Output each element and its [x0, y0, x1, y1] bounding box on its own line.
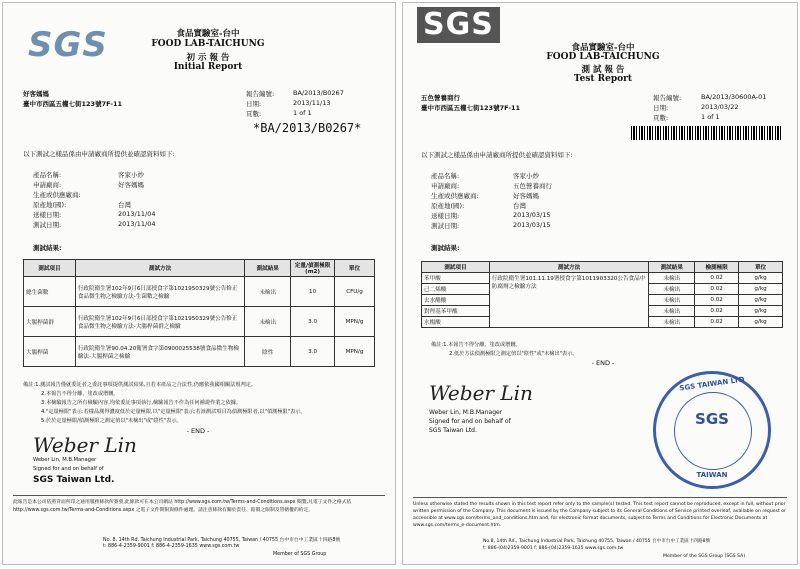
test-unit: g/kg: [739, 317, 783, 328]
table-header-row: [24, 260, 375, 277]
test-unit: g/kg: [739, 284, 783, 295]
note-line: 備註:1.本報告不得分離、塗改或增刪。: [431, 342, 521, 348]
test-limit: 0.02: [695, 295, 739, 306]
test-limit: 3.0: [291, 337, 335, 367]
report-date-label: 日期:: [246, 100, 262, 108]
report-type-zh: 初 示 報 告: [186, 53, 230, 63]
table-row: [24, 337, 375, 367]
report-date-label: 日期:: [653, 104, 669, 112]
test-method: 行政院衛生署102年9月6日部授食字第1021950329號公告修正食品微生物之檢驗方法-生菌數之檢驗: [75, 277, 244, 307]
test-report-page: [402, 2, 798, 565]
footer-member: Member of the SGS Group (SGS SA): [663, 554, 746, 559]
stamp-logo: SGS: [695, 410, 729, 428]
sample-value: 好客媽媽: [513, 192, 539, 200]
test-item: 去水醋酸: [422, 295, 490, 306]
lab-name-zh: 食品實驗室-台中: [571, 43, 635, 53]
company-name: SGS Taiwan Ltd.: [33, 475, 115, 485]
note-line: 3.本檢驗報告之所有檢驗內容,均依委託事項執行,檢驗報告不作為任何補證作業之依據。: [41, 400, 242, 406]
intro-text: 以下測試之樣品係由申請廠商所提供並確認資料如下:: [421, 151, 573, 159]
test-method: 行政院衛生署101.11.19署授食字第1011903320公告食品中防腐劑之檢驗方法: [489, 273, 649, 328]
page-count: 1 of 1: [293, 109, 312, 117]
stamp-text: SGS TAIWAN LTD: [678, 375, 746, 393]
test-result: 未檢出: [649, 273, 695, 284]
column-header: 檢測極限: [695, 262, 739, 273]
column-header: 單位: [739, 262, 783, 273]
test-unit: g/kg: [739, 306, 783, 317]
intro-text: 以下測試之樣品係由申請廠商所提供並確認資料如下:: [23, 150, 175, 158]
test-item: 對羥基苯甲酸: [422, 306, 490, 317]
footer-member: Member of SGS Group: [273, 552, 327, 557]
results-heading: 測試結果:: [431, 244, 460, 252]
sample-value: 2013/03/15: [513, 211, 551, 219]
report-number: BA/2013/B0267: [293, 89, 344, 97]
report-number-label: 報告編號:: [653, 94, 682, 102]
test-limit: 3.0: [291, 307, 335, 337]
sample-label: 生產或供應廠商:: [431, 192, 479, 200]
sample-label: 生產或供應廠商:: [33, 191, 81, 199]
test-limit: 0.02: [695, 273, 739, 284]
sample-label: 測試日期:: [33, 221, 62, 229]
test-limit: 0.02: [695, 306, 739, 317]
report-type-zh: 測 試 報 告: [581, 65, 625, 75]
end-mark: - END -: [591, 359, 615, 367]
signed-for: Signed for and on behalf of: [429, 418, 511, 425]
sample-label: 原產地(國):: [431, 202, 465, 210]
test-item: 大腸桿菌: [24, 337, 76, 367]
test-limit: 0.02: [695, 317, 739, 328]
column-header: 測試結果: [649, 262, 695, 273]
lab-name-zh: 食品實驗室-台中: [176, 29, 240, 39]
sample-label: 送樣日期:: [431, 212, 460, 220]
footer-contact: t: 886-4-2359-9001 f: 886-4-2359-1635 www.sgs.com.tw: [103, 544, 240, 549]
results-table: [421, 261, 783, 328]
sample-label: 產品名稱:: [33, 171, 62, 179]
column-header: 測試方法: [75, 260, 244, 277]
note-line: 2.本報告不得分離、塗改或增刪。: [41, 391, 119, 397]
note-line: 5.於於定量極限/偵測極限之測定值以"未檢出"或"陰性"表示。: [41, 418, 182, 424]
signer-name: Weber Lin, M.B.Manager: [429, 409, 503, 416]
test-result: 未檢出: [649, 284, 695, 295]
test-result: 未檢出: [245, 307, 291, 337]
test-item: 總生菌數: [24, 277, 76, 307]
sgs-logo: SGS: [28, 25, 108, 65]
page-count-label: 頁數:: [653, 114, 669, 122]
sample-value: 2013/03/15: [513, 221, 551, 229]
company-seal-stamp: [653, 371, 771, 489]
sample-value: 五色營養商行: [513, 182, 552, 190]
test-result: 陰性: [245, 337, 291, 367]
table-row: [422, 273, 783, 284]
sample-value: 2013/11/04: [118, 220, 156, 228]
note-line: 4."定量極限"表示:若樣品測得濃度低於定量極限,以"定量極限"表示;若該測試項目為偵測極限者,以"偵測極限"表示。: [41, 409, 306, 415]
column-header: 測試項目: [422, 262, 490, 273]
signed-for: Signed for and on behalf of: [33, 466, 104, 472]
test-method: 行政院衛生署90.04.20衛署食字第0900025538號食品微生物檢驗法-大腸桿菌之檢驗: [75, 337, 244, 367]
footer-terms: 此報告是本公司依照背面所印之通用服務條款所簽發,此條款可在本公司網站 http://www.sgs.com.tw/Terms-and-Conditions.aspx 閱覽,凡電子文件之格式依 http://www.sgs.com.tw/Terms-and-Conditions.aspx 之電子文件期限與條件處理。請注意條款有關於責任、賠償之限制及管轄權的約定。: [13, 500, 352, 513]
results-heading: 測試結果:: [33, 244, 62, 252]
report-number-label: 報告編號:: [246, 90, 275, 98]
page-count-label: 頁數:: [246, 110, 262, 118]
footer-address: No. 8, 14th Rd. Taichung Industrial Park, Taichung 40755, Taiwan / 40755 台中市台中工業區十四路8號: [103, 538, 341, 543]
test-result: 未檢出: [649, 306, 695, 317]
initial-report-page: [2, 2, 396, 565]
test-result: 未檢出: [245, 277, 291, 307]
column-header: 單位: [335, 260, 375, 277]
report-number: BA/2013/30600A-01: [701, 93, 767, 101]
lab-name-en: FOOD LAB-TAICHUNG: [151, 39, 265, 49]
column-header: 定量/偵測極限(m2): [291, 260, 335, 277]
page-count: 1 of 1: [701, 113, 720, 121]
table-row: [24, 307, 375, 337]
report-date: 2013/03/22: [701, 103, 739, 111]
test-item: 大腸桿菌群: [24, 307, 76, 337]
test-unit: g/kg: [739, 273, 783, 284]
test-method: 行政院衛生署102年9月6日部授食字第1021950329號公告修正食品微生物之檢驗方法-大腸桿菌群之檢驗: [75, 307, 244, 337]
test-unit: MPN/g: [335, 307, 375, 337]
report-date: 2013/11/13: [293, 99, 331, 107]
company-name: SGS Taiwan Ltd.: [429, 427, 477, 434]
sample-label: 送樣日期:: [33, 211, 62, 219]
test-item: 水楊酸: [422, 317, 490, 328]
end-mark: - END -: [186, 427, 210, 435]
client-address: 臺中市西區五權七街123號7F-11: [421, 104, 521, 112]
sgs-logo: SGS: [417, 7, 500, 43]
sample-label: 申請廠商:: [33, 181, 62, 189]
table-row: [24, 277, 375, 307]
footer-address: No.8, 14th Rd., Taichung Industrial Park, Taichung 40755, Taiwan / 40755 台中市台中工業區十四路8號: [483, 539, 711, 544]
lab-name-en: FOOD LAB-TAICHUNG: [546, 52, 660, 62]
client-name: 好客媽媽: [23, 90, 49, 98]
test-item: 己二烯酸: [422, 284, 490, 295]
test-unit: CFU/g: [335, 277, 375, 307]
stamp-text: TAIWAN: [696, 471, 728, 479]
sample-label: 產品名稱:: [431, 172, 460, 180]
column-header: 測試方法: [489, 262, 649, 273]
report-type-en: Test Report: [573, 74, 633, 84]
report-type-en: Initial Report: [173, 62, 243, 72]
test-result: 未檢出: [649, 317, 695, 328]
sample-value: 台灣: [118, 201, 131, 209]
test-unit: MPN/g: [335, 337, 375, 367]
sample-label: 原產地(國):: [33, 201, 67, 209]
sample-label: 測試日期:: [431, 222, 460, 230]
sample-value: 客家小炒: [118, 171, 144, 179]
footer-terms: Unless otherwise stated the results shown in this test report refer only to the sample(s) tested. This test report cannot be reproduced, except in full, without prior written permission of the Company. This document is issued by the Company subject to its General Conditions of Service printed overleaf, available on request or accessible at www.sgs.com/terms_and_conditions.htm and, for electronic format documents, subject to Terms and Conditions for Electronic Documents at www.sgs.com/terms_e-document.htm.: [413, 502, 786, 528]
sample-value: 台灣: [513, 202, 526, 210]
signer-name: Weber Lin, M.B.Manager: [33, 457, 97, 463]
signature: Weber Lin: [429, 381, 533, 405]
sample-value: 客家小炒: [513, 172, 539, 180]
client-address: 臺中市西區五權七街123號7F-11: [23, 100, 123, 108]
test-unit: g/kg: [739, 295, 783, 306]
sample-value: 好客媽媽: [118, 181, 144, 189]
sample-value: 2013/11/04: [118, 210, 156, 218]
note-line: 2.低於方法偵測極限之測定值以"陰性"或"未檢出"表示。: [449, 351, 578, 357]
client-name: 五色營養商行: [421, 94, 460, 102]
results-table: [23, 259, 375, 367]
test-limit: 10: [291, 277, 335, 307]
test-item: 苯甲酸: [422, 273, 490, 284]
test-limit: 0.02: [695, 284, 739, 295]
test-result: 未檢出: [649, 295, 695, 306]
table-header-row: [422, 262, 783, 273]
note-line: 備註:1.測試報告僅就委託者之委託事項提供測試結果,且若本產品之合法性,仍應依我國相關法規判定。: [23, 382, 257, 388]
signature: Weber Lin: [33, 433, 137, 457]
column-header: 測試項目: [24, 260, 76, 277]
column-header: 測試結果: [245, 260, 291, 277]
sample-label: 申請廠商:: [431, 182, 460, 190]
barcode-image: [631, 126, 781, 140]
report-barcode-text: *BA/2013/B0267*: [253, 121, 362, 135]
footer-contact: t: 886-(04)2359-9001 f: 886-(04)2359-1635 www.sgs.com.tw: [483, 546, 624, 551]
